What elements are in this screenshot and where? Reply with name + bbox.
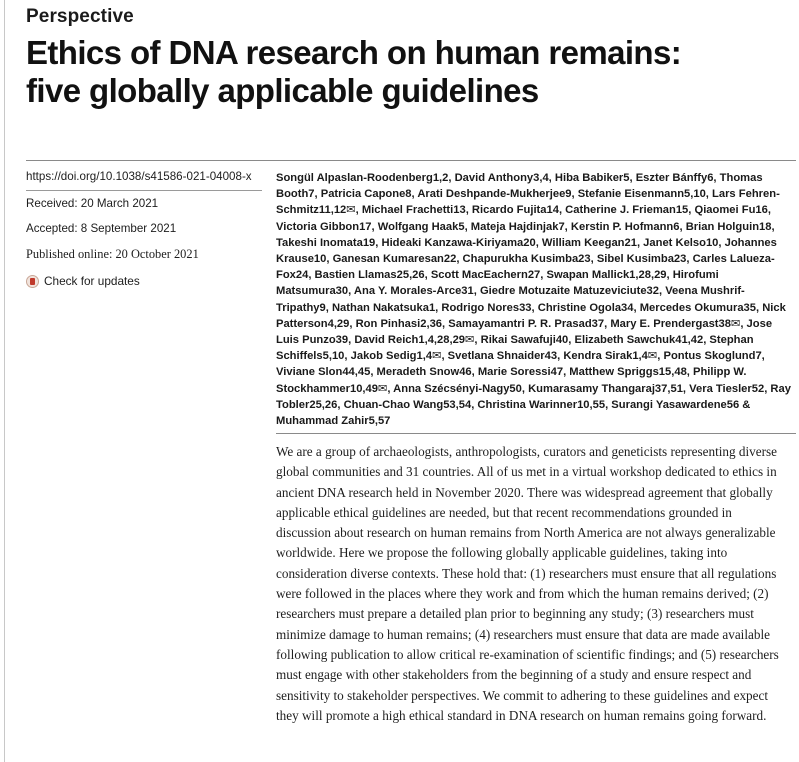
check-for-updates-label: Check for updates [44,274,140,288]
section-label: Perspective [26,6,134,27]
article-title [26,34,786,110]
title-line-1: Ethics of DNA research on human remains: [26,34,682,71]
author-list: Songül Alpaslan-Roodenberg1,2, David Anthony3,4, Hiba Babiker5, Eszter Bánffy6, Thomas Booth7, Patricia Capone8, Arati Deshpande-Mukherjee9, Stefanie Eisenmann5,10, Lars Fehren-Schmitz11,12✉, Michael Frachetti13, Ricardo Fujita14, Catherine J. Frieman15, Qiaomei Fu16, Victoria Gibbon17, Wolfgang Haak5, Mateja Hajdinjak7, Kerstin P. Hofmann6, Brian Holguin18, Takeshi Inomata19, Hideaki Kanzawa-Kiriyama20, William Keegan21, Janet Kelso10, Johannes Krause10, Ganesan Kumaresan22, Chapurukha Kusimba23, Sibel Kusimba23, Carles Lalueza-Fox24, Bastien Llamas25,26, Scott MacEachern27, Swapan Mallick1,28,29, Hirofumi Matsumura30, Ana Y. Morales-Arce31, Giedre Motuzaite Matuzeviciute32, Veena Mushrif-Tripathy9, Nathan Nakatsuka1, Rodrigo Nores33, Christine Ogola34, Mercedes Okumura35, Nick Patterson4,29, Ron Pinhasi2,36, Samayamantri P. R. Prasad37, Mary E. Prendergast38✉, Jose Luis Punzo39, David Reich1,4,28,29✉, Rikai Sawafuji40, Elizabeth Sawchuk41,42, Stephan Schiffels5,10, Jakob Sedig1,4✉, Svetlana Shnaider43, Kendra Sirak1,4✉, Pontus Skoglund7, Viviane Slon44,45, Meradeth Snow46, Marie Soressi47, Matthew Spriggs15,48, Philipp W. Stockhammer10,49✉, Anna Szécsényi-Nagy50, Kumarasamy Thangaraj37,51, Vera Tiesler52, Ray Tobler25,26, Chuan-Chao Wang53,54, Christina Warinner10,55, Surangi Yasawardene56 & Muhammad Zahir5,57 [276,172,791,428]
check-for-updates-icon [26,275,39,288]
abstract-divider [276,433,796,434]
article-metadata [26,170,266,288]
title-line-2: five globally applicable guidelines [26,72,539,109]
accepted-date: Accepted: 8 September 2021 [26,222,177,235]
doi-link[interactable]: https://doi.org/10.1038/s41586-021-04008-x [26,170,252,183]
header-divider [26,160,796,161]
abstract [276,442,788,726]
received-date: Received: 20 March 2021 [26,197,159,210]
meta-divider [26,190,262,191]
published-date: Published online: 20 October 2021 [26,247,199,261]
check-for-updates-button[interactable] [26,274,266,288]
abstract-text: We are a group of archaeologists, anthropologists, curators and geneticists representing diverse global communities and 31 countries. All of us met in a virtual workshop dedicated to ethics in ancient DNA research held in November 2020. There was widespread agreement that globally applicable ethical guidelines are needed, but that recent recommendations grounded in discussion about research on human remains from North America are not always generalizable worldwide. Here we propose the following globally applicable guidelines, taking into consideration diverse contexts. These hold that: (1) researchers must ensure that all regulations were followed in the places where they work and from which the human remains derived; (2) researchers must prepare a detailed plan prior to beginning any study; (3) researchers must minimize damage to human remains; (4) researchers must ensure that data are made available following publication to allow critical re-examination of scientific findings; and (5) researchers must engage with other stakeholders from the beginning of a study and ensure respect and sensitivity to stakeholder perspectives. We commit to adhering to these guidelines and expect they will promote a high ethical standard in DNA research on human remains going forward. [276,444,779,723]
